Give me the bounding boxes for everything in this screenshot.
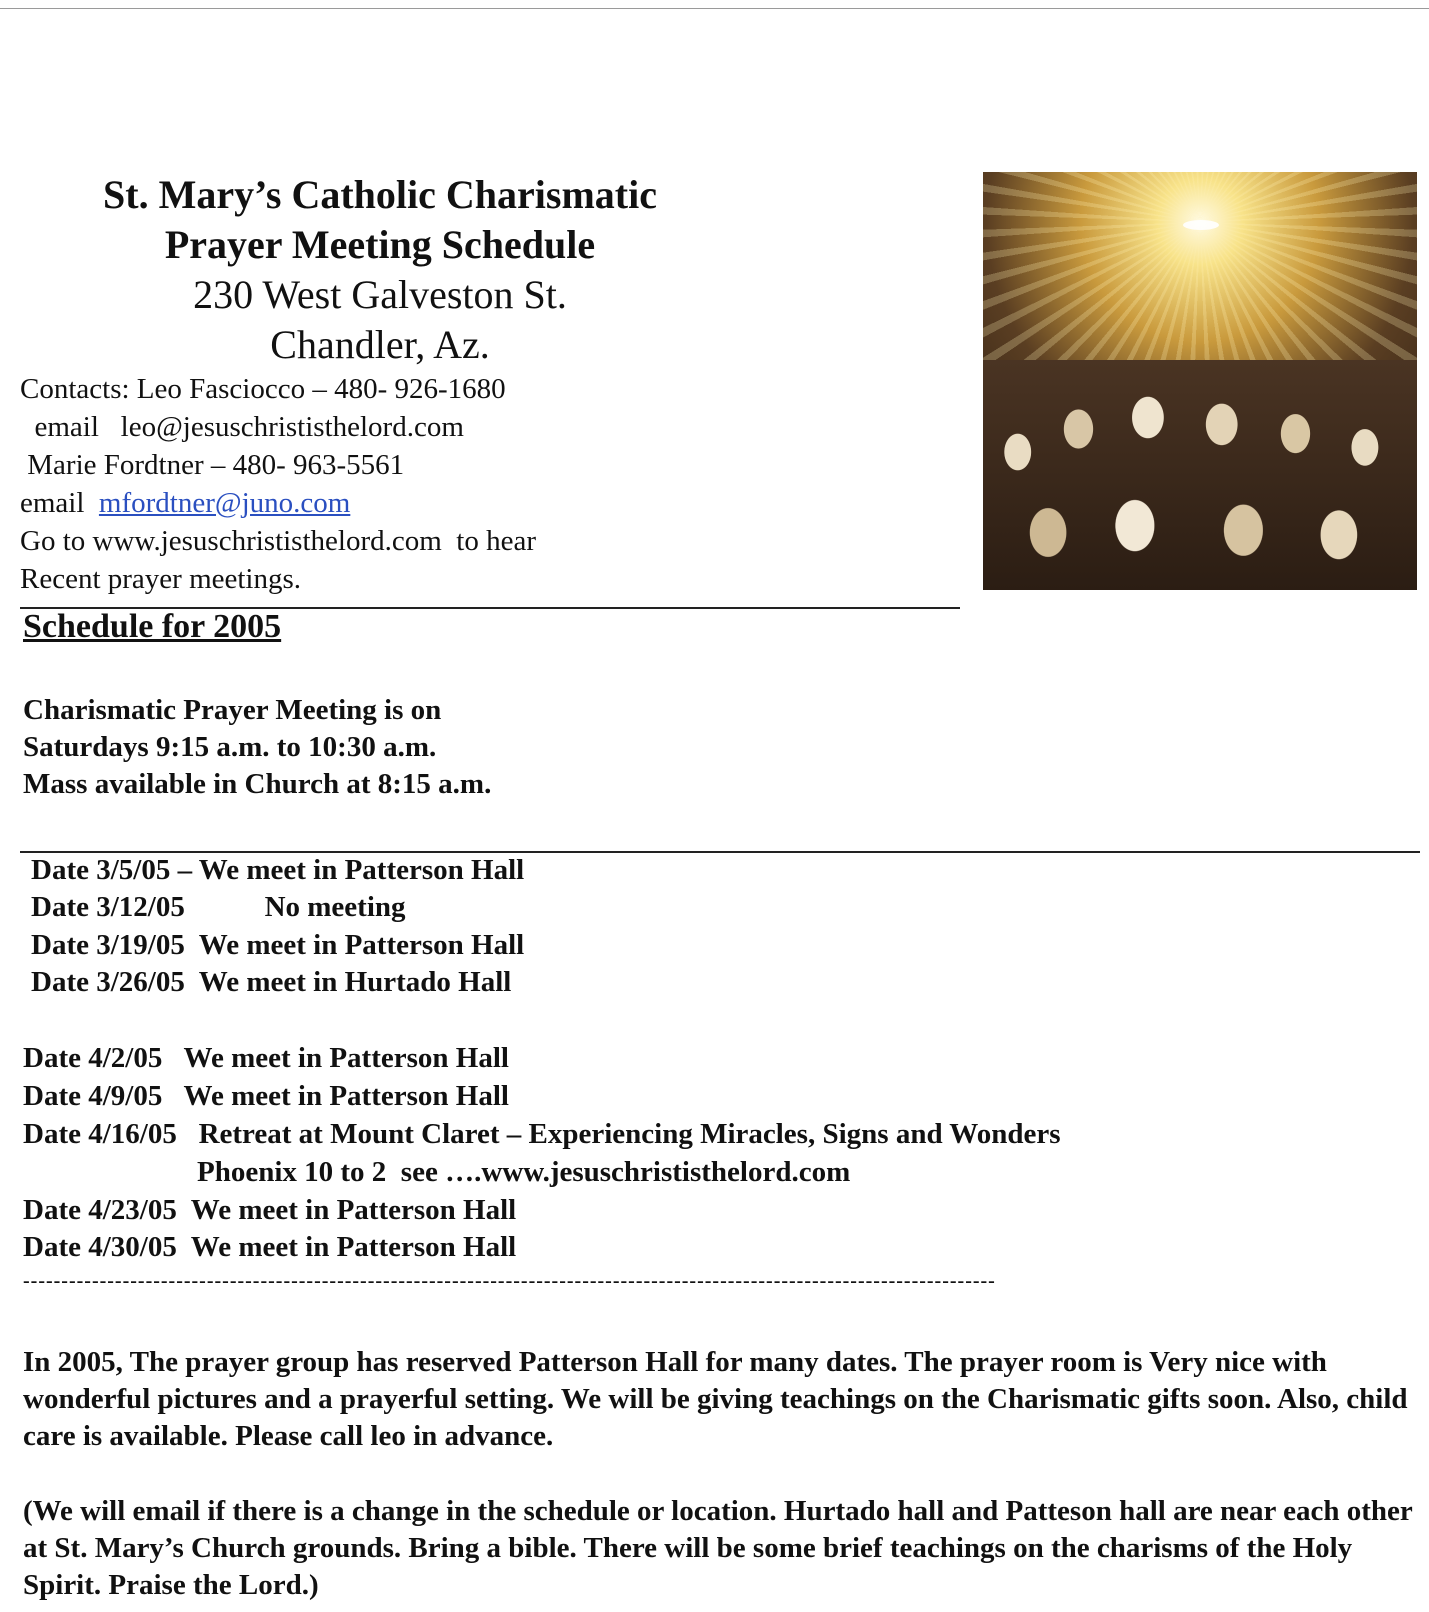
title-line-1: St. Mary’s Catholic Charismatic xyxy=(103,172,657,217)
schedule-heading: Schedule for 2005 xyxy=(23,608,282,645)
pentecost-image xyxy=(983,172,1417,590)
title-line-2: Prayer Meeting Schedule xyxy=(164,222,596,267)
intro-line-1: Charismatic Prayer Meeting is on xyxy=(23,694,442,726)
top-border-line xyxy=(0,8,1429,9)
dove-icon xyxy=(1183,220,1219,230)
recent-meetings-note: Recent prayer meetings. xyxy=(20,563,302,595)
email-change-note: (We will email if there is a change in the schedule or location. Hurtado hall and Patteson hall are near each other at St. Mary’s Church grounds. Bring a bible. There will be some brief teachings on the charisms of the Holy Spirit. Praise the Lord.) xyxy=(23,1495,1413,1601)
dashed-separator: ------------------------------------------------------------------------------------------------------------------------------- xyxy=(23,1270,996,1292)
march-row: Date 3/26/05 We meet in Hurtado Hall xyxy=(31,966,512,998)
april-row: Date 4/23/05 We meet in Patterson Hall xyxy=(23,1194,517,1226)
intro-line-2: Saturdays 9:15 a.m. to 10:30 a.m. xyxy=(23,731,437,763)
march-row: Date 3/12/05 No meeting xyxy=(31,891,406,923)
contact-leo: Contacts: Leo Fasciocco – 480- 926-1680 xyxy=(20,373,506,405)
address-line-1: 230 West Galveston St. xyxy=(193,272,567,317)
header-block xyxy=(20,170,720,598)
website-note: Go to www.jesuschrististhelord.com to hear xyxy=(20,525,536,557)
april-row: Date 4/2/05 We meet in Patterson Hall xyxy=(23,1042,509,1074)
march-row: Date 3/5/05 – We meet in Patterson Hall xyxy=(31,854,525,886)
marie-email-link[interactable]: mfordtner@juno.com xyxy=(98,487,351,519)
contact-marie: Marie Fordtner – 480- 963-5561 xyxy=(20,449,405,481)
april-row: Date 4/9/05 We meet in Patterson Hall xyxy=(23,1080,509,1112)
march-row: Date 3/19/05 We meet in Patterson Hall xyxy=(31,929,525,961)
april-row: Date 4/30/05 We meet in Patterson Hall xyxy=(23,1231,517,1263)
april-row: Date 4/16/05 Retreat at Mount Claret – Experiencing Miracles, Signs and Wonders xyxy=(23,1118,1061,1150)
email-label: email xyxy=(20,487,99,519)
patterson-hall-note: In 2005, The prayer group has reserved Patterson Hall for many dates. The prayer room is Very nice with wonderful pictures and a prayerful setting. We will be giving teachings on the Charismatic gifts soon. Also, child care is available. Please call leo in advance. xyxy=(23,1346,1408,1452)
april-row-continuation: Phoenix 10 to 2 see ….www.jesuschrististhelord.com xyxy=(23,1156,851,1188)
intro-line-3: Mass available in Church at 8:15 a.m. xyxy=(23,768,492,800)
contact-leo-email: email leo@jesuschrististhelord.com xyxy=(20,411,464,443)
meeting-intro xyxy=(23,692,491,803)
crowd-figures xyxy=(983,360,1417,590)
address-line-2: Chandler, Az. xyxy=(270,322,490,367)
contact-marie-email-row xyxy=(20,484,720,522)
